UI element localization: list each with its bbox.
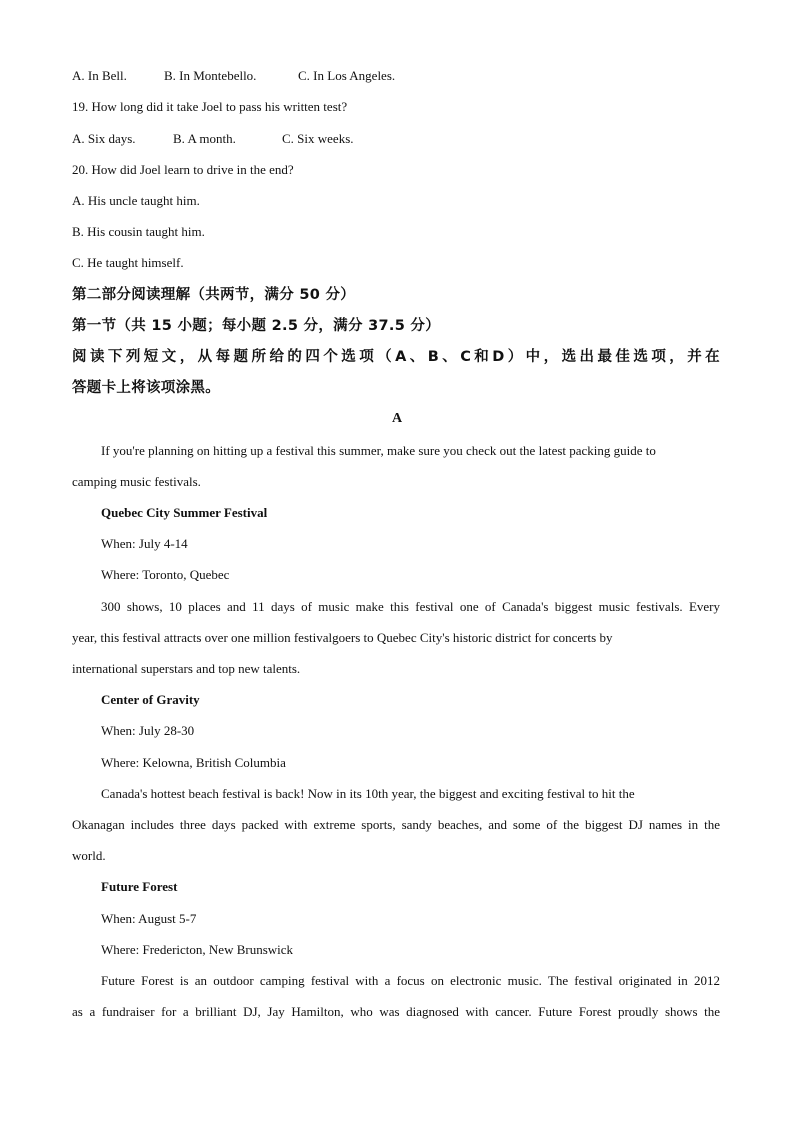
festival-when: When: August 5-7 — [101, 911, 197, 926]
festival-where: Where: Fredericton, New Brunswick — [101, 942, 294, 957]
part2-title: 第二部分阅读理解（共两节，满分 50 分） — [72, 287, 356, 303]
festival-when: When: July 4-14 — [101, 536, 188, 551]
festival-desc-line: international superstars and top new talents. — [72, 661, 301, 676]
intro-line-2: camping music festivals. — [72, 474, 201, 489]
festival-name: Future Forest — [101, 879, 178, 894]
q19-question: 19. How long did it take Joel to pass his written test? — [72, 99, 348, 114]
instruction-line-2: 答题卡上将该项涂黑。 — [72, 380, 220, 396]
festival-name: Center of Gravity — [101, 692, 200, 707]
q19-option-a: A. Six days. — [72, 131, 136, 146]
q19-option-c: C. Six weeks. — [282, 131, 354, 146]
passage-label: A — [391, 411, 403, 426]
q20-option-a: A. His uncle taught him. — [72, 193, 200, 208]
q19-option-b: B. A month. — [173, 131, 236, 146]
festival-where: Where: Kelowna, British Columbia — [101, 755, 286, 770]
q20-option-c: C. He taught himself. — [72, 255, 184, 270]
festival-desc-line: Okanagan includes three days packed with extreme sports, sandy beaches, and some of the biggest DJ names in the — [72, 817, 720, 832]
festival-desc-line: year, this festival attracts over one million festivalgoers to Quebec City's historic district for concerts by — [72, 630, 613, 645]
q18-options — [72, 68, 720, 84]
festival-desc-line: as a fundraiser for a brilliant DJ, Jay Hamilton, who was diagnosed with cancer. Future Forest proudly shows the — [72, 1004, 720, 1019]
festival-name: Quebec City Summer Festival — [101, 505, 268, 520]
festival-when: When: July 28-30 — [101, 723, 195, 738]
q18-option-b: B. In Montebello. — [164, 68, 257, 83]
q20-question: 20. How did Joel learn to drive in the end? — [72, 162, 294, 177]
festival-desc-line: 300 shows, 10 places and 11 days of music make this festival one of Canada's biggest music festivals. Every — [101, 599, 720, 614]
festival-desc-line: Future Forest is an outdoor camping festival with a focus on electronic music. The festival originated in 2012 — [101, 973, 720, 988]
festival-where: Where: Toronto, Quebec — [101, 567, 230, 582]
q19-options — [72, 131, 720, 147]
instruction-line-1: 阅读下列短文，从每题所给的四个选项（A、B、C和D）中，选出最佳选项，并在 — [72, 349, 720, 365]
q18-option-c: C. In Los Angeles. — [298, 68, 396, 83]
section1-title: 第一节（共 15 小题；每小题 2.5 分，满分 37.5 分） — [72, 318, 441, 334]
q18-option-a: A. In Bell. — [72, 68, 127, 83]
q20-option-b: B. His cousin taught him. — [72, 224, 205, 239]
intro-line-1: If you're planning on hitting up a festival this summer, make sure you check out the latest packing guide to — [101, 443, 656, 458]
festival-desc-line: Canada's hottest beach festival is back! Now in its 10th year, the biggest and exciting festival to hit the — [101, 786, 635, 801]
festival-desc-line: world. — [72, 848, 106, 863]
